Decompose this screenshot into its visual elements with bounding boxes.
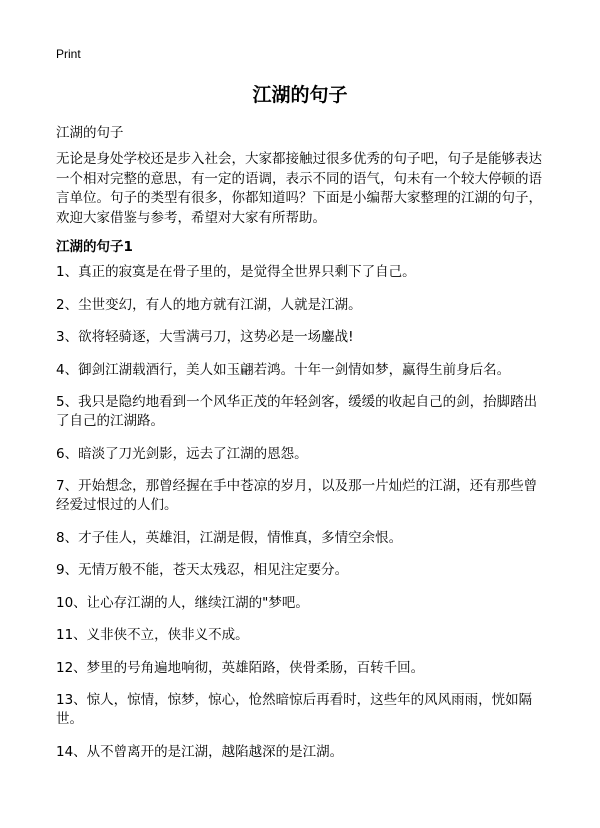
list-item: 10、让心存江湖的人，继续江湖的"梦吧。 <box>56 594 309 611</box>
list-item: 11、义非侠不立，侠非义不成。 <box>56 627 249 643</box>
list-item: 5、我只是隐约地看到一个风华正茂的年轻剑客，缓缓的收起自己的剑，抬脚踏出了自己的江湖路。 <box>56 394 538 429</box>
list-item: 2、尘世变幻，有人的地方就有江湖，人就是江湖。 <box>56 296 362 313</box>
list-item: 3、欲将轻骑逐，大雪满弓刀，这势必是一场鏖战! <box>56 329 354 345</box>
page-title: 江湖的句子 <box>252 84 348 106</box>
subtitle: 江湖的句子 <box>56 125 124 141</box>
section-heading: 江湖的句子1 <box>56 239 133 255</box>
list-item: 1、真正的寂寞是在骨子里的，是觉得全世界只剩下了自己。 <box>56 264 416 280</box>
list-item: 14、从不曾离开的是江湖，越陷越深的是江湖。 <box>56 743 344 760</box>
list-item: 9、无情万般不能，苍天太残忍，相见注定要分。 <box>56 562 349 578</box>
list-item: 7、开始想念，那曾经握在手中苍凉的岁月，以及那一片灿烂的江湖，还有那些曾经爱过恨过的人们。 <box>56 478 538 513</box>
list-item: 8、才子佳人，英雄泪，江湖是假，情惟真，多情空余恨。 <box>56 529 403 546</box>
list-item: 4、御剑江湖载酒行，美人如玉翩若鸿。十年一剑情如梦，赢得生前身后名。 <box>56 361 511 378</box>
intro-paragraph: 无论是身处学校还是步入社会，大家都接触过很多优秀的句子吧，句子是能够表达一个相对完整的意思，有一定的语调，表示不同的语气，句未有一个较大停顿的语言单位。句子的类型有很多，你都知道吗？下面是小编帮大家整理的江湖的句子，欢迎大家借鉴与参考，希望对大家有所帮助。 <box>56 151 542 226</box>
sentence-list <box>56 263 550 775</box>
list-item: 12、梦里的号角遍地响彻，英雄陌路，侠骨柔肠，百转千回。 <box>56 659 425 676</box>
list-item: 13、惊人，惊情，惊梦，惊心，怆然暗惊后再看时，这些年的风风雨雨，恍如隔世。 <box>56 692 533 727</box>
print-link[interactable]: Print <box>56 47 81 61</box>
list-item: 6、暗淡了刀光剑影，远去了江湖的恩怨。 <box>56 445 308 462</box>
